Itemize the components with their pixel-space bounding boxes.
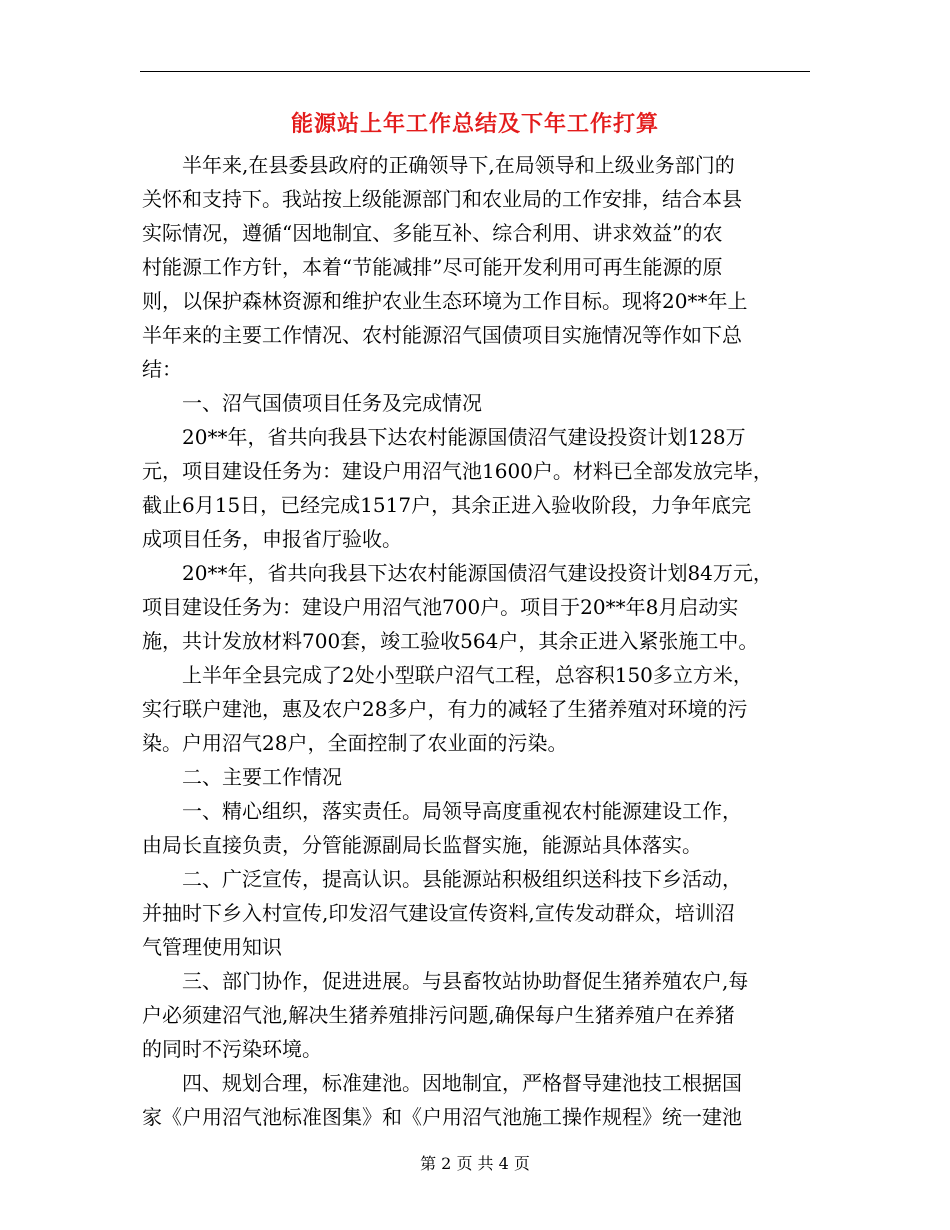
text-line: 气管理使用知识 [142, 935, 282, 959]
text-line: 施，共计发放材料700套，竣工验收564户，其余正进入紧张施工中。 [142, 629, 759, 653]
text-line: 成项目任务，申报省厅验收。 [142, 527, 402, 551]
text-line: 户必须建沼气池,解决生猪养殖排污问题,确保每户生猪养殖户在养猪 [142, 1003, 735, 1027]
text-line: 四、规划合理，标准建池。因地制宜，严格督导建池技工根据国 [142, 1071, 742, 1095]
text-line: 项目建设任务为：建设户用沼气池700户。项目于20**年8月启动实 [142, 595, 739, 619]
text-line: 关怀和支持下。我站按上级能源部门和农业局的工作安排，结合本县 [142, 187, 742, 211]
text-line: 实行联户建池，惠及农户28多户，有力的减轻了生猪养殖对环境的污 [142, 697, 748, 721]
text-line: 截止6月15日，已经完成1517户，其余正进入验收阶段，力争年底完 [142, 493, 752, 517]
text-line: 20**年，省共向我县下达农村能源国债沼气建设投资计划84万元， [142, 561, 773, 585]
text-line: 结： [142, 357, 182, 381]
text-line: 上半年全县完成了2处小型联户沼气工程，总容积150多立方米， [142, 663, 753, 687]
text-line: 并抽时下乡入村宣传,印发沼气建设宣传资料,宣传发动群众，培训沼 [142, 901, 735, 925]
text-line: 的同时不污染环境。 [142, 1037, 322, 1061]
text-line: 家《户用沼气池标准图集》和《户用沼气池施工操作规程》统一建池 [142, 1105, 742, 1129]
page-footer: 第 2 页 共 4 页 [420, 1154, 530, 1173]
text-line: 20**年，省共向我县下达农村能源国债沼气建设投资计划128万 [142, 425, 746, 449]
text-line: 元，项目建设任务为：建设户用沼气池1600户。材料已全部发放完毕， [142, 459, 773, 483]
text-line: 一、精心组织，落实责任。局领导高度重视农村能源建设工作， [142, 799, 742, 823]
text-line: 则，以保护森林资源和维护农业生态环境为工作目标。现将20**年上 [142, 289, 748, 313]
text-line: 由局长直接负责，分管能源副局长监督实施，能源站具体落实。 [142, 833, 702, 857]
text-line: 村能源工作方针，本着“节能减排”尽可能开发利用可再生能源的原 [142, 255, 723, 279]
document-body [142, 148, 812, 1134]
header-rule [140, 71, 810, 72]
text-line: 二、广泛宣传，提高认识。县能源站积极组织送科技下乡活动， [142, 867, 742, 891]
text-line: 染。户用沼气28户，全面控制了农业面的污染。 [142, 731, 568, 755]
document-title: 能源站上年工作总结及下年工作打算 [290, 111, 659, 137]
text-line: 一、沼气国债项目任务及完成情况 [142, 391, 482, 415]
text-line: 实际情况，遵循“因地制宜、多能互补、综合利用、讲求效益”的农 [142, 221, 723, 245]
text-line: 三、部门协作，促进进展。与县畜牧站协助督促生猪养殖农户,每 [142, 969, 749, 993]
text-line: 半年来的主要工作情况、农村能源沼气国债项目实施情况等作如下总 [142, 323, 742, 347]
text-line: 二、主要工作情况 [142, 765, 342, 789]
text-line: 半年来,在县委县政府的正确领导下,在局领导和上级业务部门的 [142, 153, 735, 177]
